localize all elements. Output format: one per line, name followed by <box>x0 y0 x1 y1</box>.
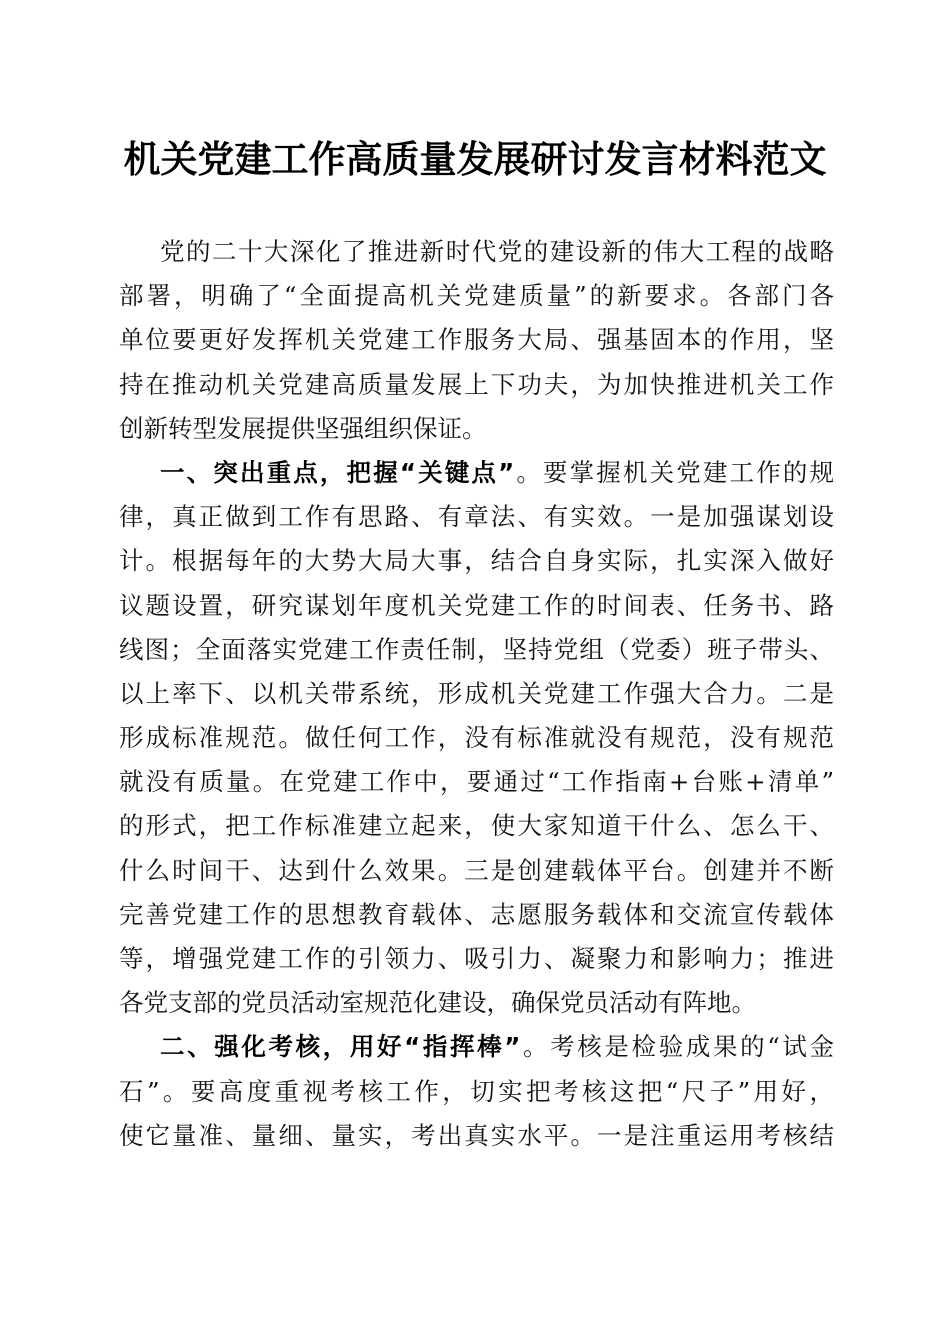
paragraph-line: 以上率下、以机关带系统，形成机关党建工作强大合力。二是 <box>119 678 834 708</box>
section-heading-rest: 。考核是检验成果的“试金 <box>520 1032 834 1062</box>
paragraph-line: 议题设置，研究谋划年度机关党建工作的时间表、任务书、路 <box>119 590 834 620</box>
paragraph-line: 律，真正做到工作有思路、有章法、有实效。一是加强谋划设 <box>119 502 834 532</box>
document-body <box>119 230 834 1158</box>
section-heading: 一、突出重点，把握“关键点” <box>160 457 515 487</box>
paragraph-line: 党的二十大深化了推进新时代党的建设新的伟大工程的战略 <box>160 237 834 266</box>
paragraph-line: 线图；全面落实党建工作责任制，坚持党组（党委）班子带头、 <box>119 634 834 664</box>
paragraph-line: 单位要更好发挥机关党建工作服务大局、强基固本的作用，坚 <box>119 325 834 355</box>
paragraph-line: 各党支部的党员活动室规范化建设，确保党员活动有阵地。 <box>119 988 756 1018</box>
section-heading: 二、强化考核，用好“指挥棒” <box>160 1032 521 1062</box>
paragraph-line: 计。根据每年的大势大局大事，结合自身实际，扎实深入做好 <box>119 546 834 576</box>
section-heading-line <box>119 1025 834 1069</box>
section-heading-rest: 。要掌握机关党建工作的规 <box>514 457 835 487</box>
paragraph-line: 持在推动机关党建高质量发展上下功夫，为加快推进机关工作 <box>119 369 834 399</box>
paragraph-line: 等，增强党建工作的引领力、吸引力、凝聚力和影响力；推进 <box>119 944 834 973</box>
paragraph-line: 使它量准、量细、量实，考出真实水平。一是注重运用考核结 <box>119 1120 834 1150</box>
paragraph-line: 形成标准规范。做任何工作，没有标准就没有规范，没有规范 <box>119 723 834 753</box>
paragraph-line: 就没有质量。在党建工作中，要通过“工作指南+台账+清单” <box>119 767 834 797</box>
paragraph-line: 部署，明确了“全面提高机关党建质量”的新要求。各部门各 <box>119 281 834 311</box>
paragraph-line: 的形式，把工作标准建立起来，使大家知道干什么、怎么干、 <box>119 811 834 841</box>
paragraph-line: 完善党建工作的思想教育载体、志愿服务载体和交流宣传载体 <box>119 899 834 929</box>
document-title: 机关党建工作高质量发展研讨发言材料范文 <box>123 137 827 181</box>
paragraph-line: 创新转型发展提供坚强组织保证。 <box>119 413 487 443</box>
section-heading-line <box>119 451 834 495</box>
paragraph-line: 什么时间干、达到什么效果。三是创建载体平台。创建并不断 <box>119 855 834 885</box>
paragraph-line: 石”。要高度重视考核工作，切实把考核这把“尺子”用好， <box>119 1076 834 1106</box>
